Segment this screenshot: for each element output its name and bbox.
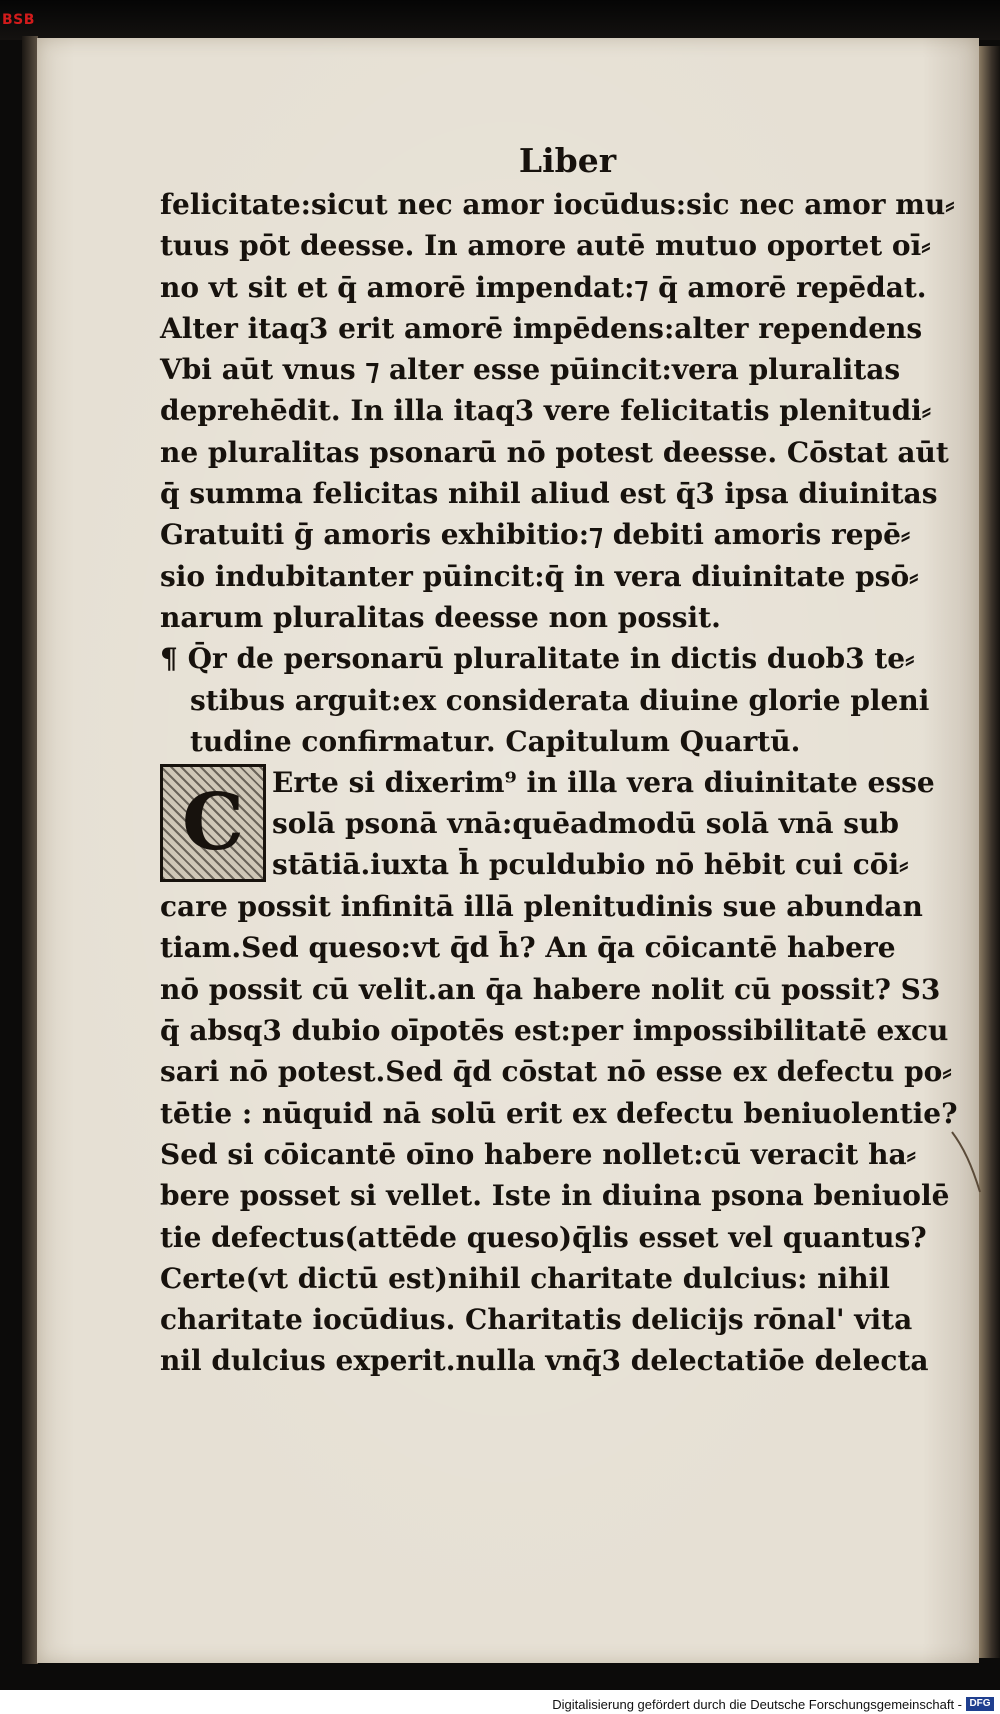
decorated-initial-block xyxy=(160,762,935,886)
text-line: nō possit cū velit.an q̄a habere nolit cū possit? S3 xyxy=(160,972,941,1006)
text-line: care possit infinitā illā plenitudinis sue abundan xyxy=(160,890,923,924)
text-line: nil dulcius experit.nulla vnq̄3 delectatiōe delecta xyxy=(160,1344,929,1378)
text-line: felicitate:sicut nec amor iocūdus:sic nec amor mu⸗ xyxy=(160,188,955,221)
chapter-heading-line: tudine confirmatur. Capitulum Quartū. xyxy=(190,724,801,758)
page-edge xyxy=(979,46,1000,1658)
text-line: charitate iocūdius. Charitatis delicijs rōnal' vita xyxy=(160,1303,913,1337)
library-mark: BSB xyxy=(2,12,35,28)
scan-background xyxy=(0,0,1000,40)
text-line: no vt sit et q̄ amorē impendat:⁊ q̄ amorē repēdat. xyxy=(160,270,927,304)
text-line: q̄ absq3 dubio oīpotēs est:per impossibilitatē excu xyxy=(160,1014,949,1048)
text-line: tuus pōt deesse. In amore autē mutuo oportet oī⸗ xyxy=(160,229,931,263)
text-line: narum pluralitas deesse non possit. xyxy=(160,600,721,634)
digitization-note: Digitalisierung gefördert durch die Deutsche Forschungsgemeinschaft - xyxy=(552,1697,962,1712)
dfg-logo: DFG xyxy=(966,1697,994,1711)
text-line: Certe(vt dictū est)nihil charitate dulcius: nihil xyxy=(160,1261,890,1295)
text-line: sari nō potest.Sed q̄d cōstat nō esse ex defectu po⸗ xyxy=(160,1055,952,1089)
decorated-initial xyxy=(160,764,266,882)
text-line: Erte si dixerim⁹ in illa vera diuinitate esse xyxy=(272,766,935,800)
chapter-heading-line: ¶ Q̄r de personarū pluralitate in dictis duob3 te⸗ xyxy=(160,642,915,676)
page-gutter xyxy=(22,36,38,1664)
text-line: ne pluralitas psonarū nō potest deesse. Cōstat aūt xyxy=(160,435,949,469)
text-line: tiam.Sed queso:vt q̄d h̄? An q̄a cōicantē habere xyxy=(160,931,896,965)
text-line: Vbi aūt vnus ⁊ alter esse pūincit:vera pluralitas xyxy=(160,353,901,387)
text-line: solā psonā vnā:quēadmodū solā vnā sub xyxy=(272,807,899,841)
text-line: Alter itaq3 erit amorē impēdens:alter rependens xyxy=(160,311,923,345)
margin-stroke xyxy=(950,1128,984,1198)
initial-letter-glyph: C xyxy=(181,777,245,869)
text-line: tie defectus(attēde queso)q̄lis esset vel quantus? xyxy=(160,1220,927,1254)
text-line: sio indubitanter pūincit:q̄ in vera diuinitate psō⸗ xyxy=(160,559,919,593)
chapter-heading-line: stibus arguit:ex considerata diuine glorie pleni xyxy=(190,683,930,717)
text-line: stātiā.iuxta h̄ pculdubio nō hēbit cui cōi⸗ xyxy=(272,848,909,882)
text-line: bere posset si vellet. Iste in diuina psona beniuolē xyxy=(160,1179,950,1213)
running-head: Liber xyxy=(518,141,617,180)
text-line: q̄ summa felicitas nihil aliud est q̄3 ipsa diuinitas xyxy=(160,477,938,511)
text-line: tētie : nūquid nā solū erit ex defectu beniuolentie? xyxy=(160,1096,958,1130)
text-line: Gratuiti ḡ amoris exhibitio:⁊ debiti amoris repē⸗ xyxy=(160,518,911,552)
text-line: Sed si cōicantē oīno habere nollet:cū veracit ha⸗ xyxy=(160,1137,916,1171)
page-text xyxy=(160,138,958,1382)
text-line: deprehēdit. In illa itaq3 vere felicitatis plenitudi⸗ xyxy=(160,394,932,428)
